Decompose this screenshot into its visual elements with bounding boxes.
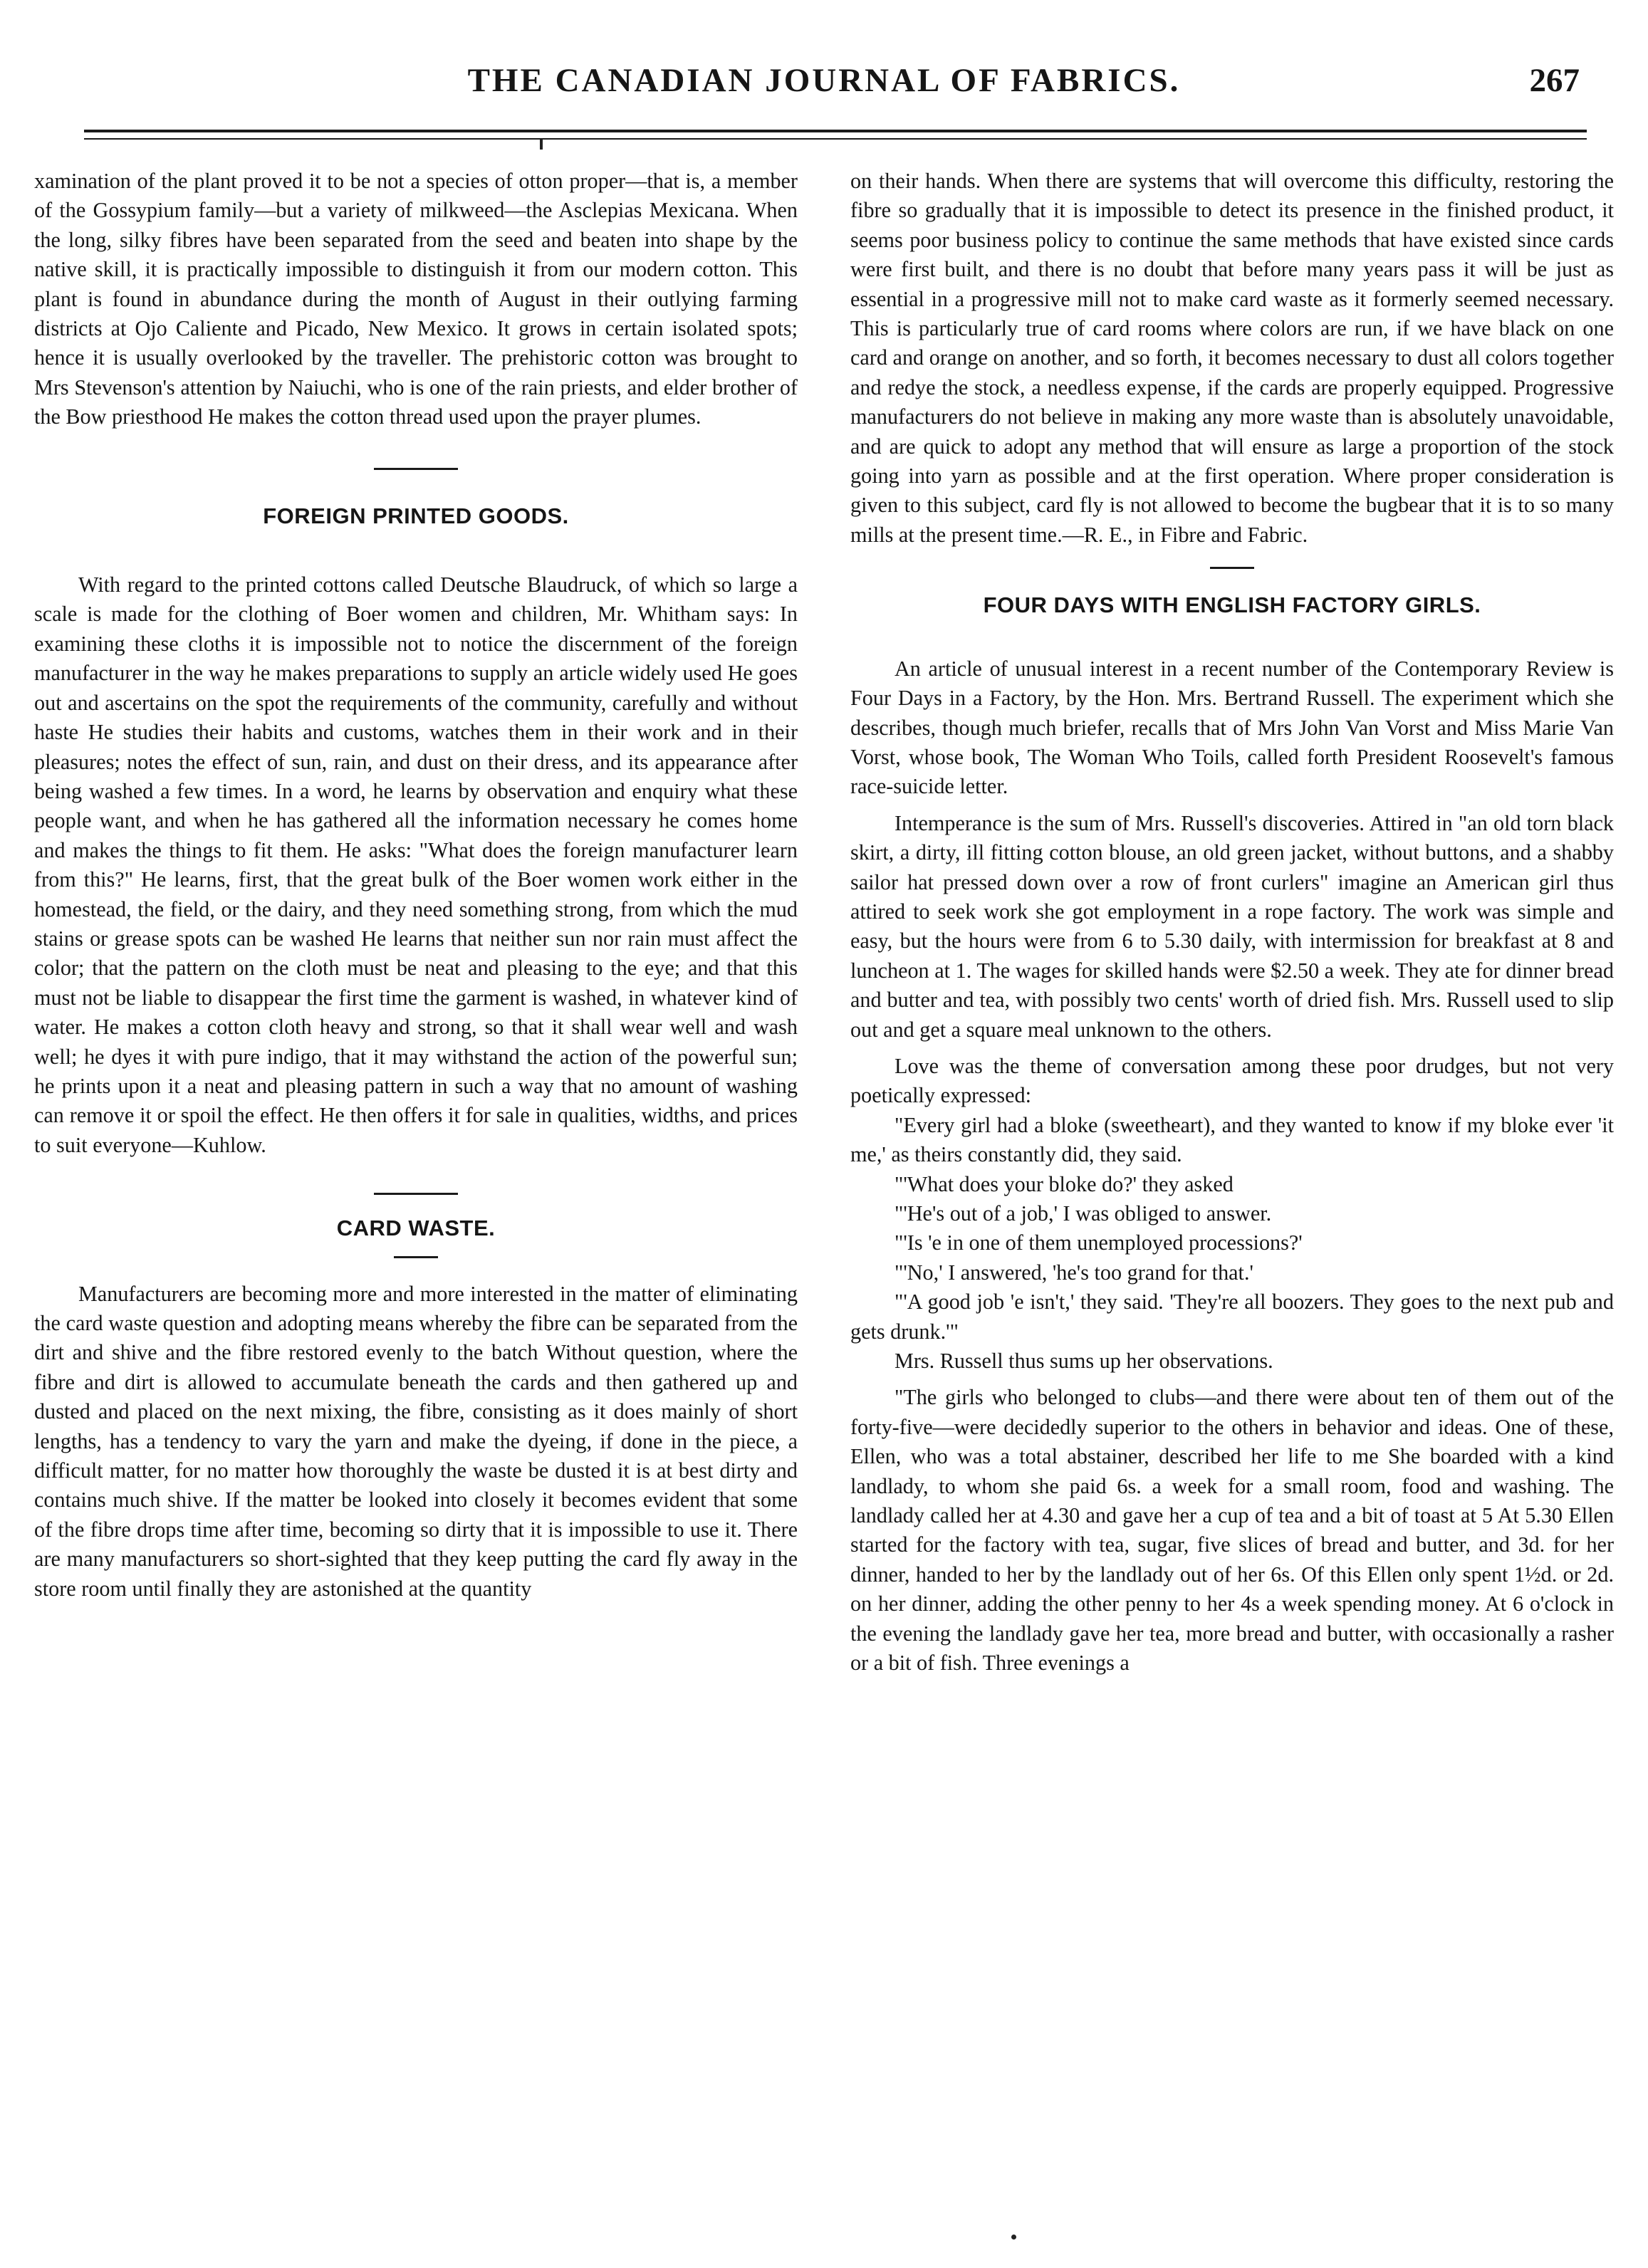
journal-title: THE CANADIAN JOURNAL OF FABRICS. <box>467 62 1181 99</box>
factory-girls-quote: "'He's out of a job,' I was obliged to answer. <box>895 1201 1272 1226</box>
foreign-goods-body: With regard to the printed cottons called Deutsche Blaudruck, of which so large a scale is made for the clothing of Boer women and children, Mr. Whitham says: In examining these cloths it is impossible not to notice the discernment of the foreign manufacturer in the way he makes preparations to supply an article widely used He goes out and ascertains on the spot the requirements of the community, carefully and without haste He studies their habits and customs, watches them in their work and in their pleasures; notes the effect of sun, rain, and dust on their dress, and its appearance after being washed a few times. In a word, he learns by observation and enquiry what these people want, and when he has gathered all the information necessary he comes home and makes the things to fit them. He asks: "What does the foreign manufacturer learn from this?" He learns, first, that the great bulk of the Boer women work either in the homestead, the field, or the dairy, and they need something strong, from which the mud stains or grease spots can be washed He learns that neither sun nor rain must affect the color; that the pattern on the cloth must be neat and pleasing to the eye; and that this must not be liable to disappear the first time the garment is washed, in whatever kind of water. He makes a cotton cloth heavy and strong, so that it shall wear well and wash well; he dyes it with pure indigo, that it may withstand the action of the powerful sun; he prints upon it a neat and pleasing pattern in such a way that no amount of washing can remove it or spoil the effect. He then offers it for sale in qualities, widths, and prices to suit everyone—Kuhlow. <box>34 573 798 1157</box>
factory-girls-paragraph: Intemperance is the sum of Mrs. Russell's discoveries. Attired in "an old torn black skirt, a dirty, ill fitting cotton blouse, an old green jacket, without buttons, and a shabby sailor hat pressed down over a row of front curlers" imagine an American girl thus attired to seek work she got employment in a rope factory. The work was simple and easy, but the hours were from 6 to 5.30 daily, with intermission for breakfast at 8 and luncheon at 1. The wages for skilled hands were $2.50 a week. They ate for dinner bread and butter and tea, with possibly two cents' worth of dried fish. Mrs. Russell used to slip out and get a square meal unknown to the others. <box>850 810 1614 1042</box>
factory-girls-paragraph: Love was the theme of conversation among these poor drudges, but not very poetically expressed: <box>850 1053 1614 1108</box>
right-column <box>850 167 1614 1678</box>
factory-girls-quote: "'Is 'e in one of them unemployed processions?' <box>895 1230 1303 1255</box>
header-rule-thick <box>84 130 1587 132</box>
page-end-mark <box>1011 2235 1016 2240</box>
factory-girls-quote: "'What does your bloke do?' they asked <box>895 1171 1234 1196</box>
factory-girls-quote: "Every girl had a bloke (sweetheart), and they wanted to know if my bloke ever 'it me,' as theirs constantly did, they said. <box>850 1112 1614 1167</box>
factory-girls-quote: "'No,' I answered, 'he's too grand for that.' <box>895 1260 1253 1285</box>
factory-girls-paragraph: An article of unusual interest in a recent number of the Contemporary Review is Four Days in a Factory, by the Hon. Mrs. Bertrand Russell. The experiment which she describes, though much briefer, recalls that of Mrs John Van Vorst and Miss Marie Van Vorst, whose book, The Woman Who Toils, called forth President Roosevelt's famous race-suicide letter. <box>850 656 1614 799</box>
section-title-card-waste: CARD WASTE. <box>336 1216 496 1241</box>
factory-girls-paragraph: "The girls who belonged to clubs—and there were about ten of them out of the forty-five—were decidedly superior to the others in behavior and ideas. One of these, Ellen, who was a total abstainer, described her life to me She boarded with a kind landlady, to whom she paid 6s. a week for a small room, food and washing. The landlady called her at 4.30 and gave her a cup of tea and a bit of toast at 5 At 5.30 Ellen started for the factory with tea, sugar, five slices of bread and butter, and 3d. for her dinner, handed to her by the landlady out of her 6s. Of this Ellen only spent 1½d. or 2d. on her dinner, adding the other penny to her 4s a week spending money. At 6 o'clock in the evening the landlady gave her tea, more bread and butter, with occasionally a rasher or a bit of fish. Three evenings a <box>850 1385 1614 1676</box>
factory-girls-paragraph: Mrs. Russell thus sums up her observations. <box>895 1349 1273 1374</box>
card-waste-body: Manufacturers are becoming more and more interested in the matter of eliminating the card waste question and adopting means whereby the fibre can be separated from the dirt and shive and the fibre restored evenly to the batch Without question, where the fibre and dirt is allowed to accumulate beneath the cards and then gathered up and dusted and placed on the next mixing, the fibre, consisting as it does mainly of short lengths, has a tendency to vary the yarn and make the dyeing, if done in the piece, a difficult matter, for no matter how thoroughly the waste be dusted it is at best dirty and contains much shive. If the matter be looked into closely it becomes evident that some of the fibre drops time after time, becoming so dirty that it is impossible to use it. There are many manufacturers so short-sighted that they keep putting the card fly away in the store room until finally they are astonished at the quantity <box>34 1281 798 1601</box>
header-rule-thin <box>84 138 1587 140</box>
card-waste-continued: on their hands. When there are systems that will overcome this difficulty, restoring the fibre so gradually that it is impossible to detect its presence in the finished product, it seems poor business policy to continue the same methods that have existed since cards were first built, and there is no doubt that before many years pass it will be just as essential in a progressive mill not to make card waste as it formerly seemed necessary. This is particularly true of card rooms where colors are run, if we have black on one card and orange on another, and so forth, it becomes necessary to dust all colors together and redye the stock, a needless expense, if the cards are properly equipped. Progressive manufacturers do not believe in making any more waste than is absolutely unavoidable, and are quick to adopt any method that will ensure as large a proportion of the stock going into yarn as possible and at the first operation. Where proper consideration is given to this subject, card fly is not allowed to become the bugbear that it is to so many mills at the present time.—R. E., in Fibre and Fabric. <box>850 169 1614 547</box>
page-number: 267 <box>1529 62 1580 99</box>
intro-paragraph: xamination of the plant proved it to be not a species of otton proper—that is, a member of the Gossypium family—but a variety of milkweed—the Asclepias Mexicana. When the long, silky fibres have been separated from the seed and beaten into shape by the native skill, it is practically impossible to distinguish it from our modern cotton. This plant is found in abundance during the month of August in their outlying farming districts at Ojo Caliente and Picado, New Mexico. It grows in certain isolated spots; hence it is usually overlooked by the traveller. The prehistoric cotton was brought to Mrs Stevenson's attention by Naiuchi, who is one of the rain priests, and elder brother of the Bow priesthood He makes the cotton thread used upon the prayer plumes. <box>34 169 798 429</box>
section-title-factory-girls: FOUR DAYS WITH ENGLISH FACTORY GIRLS. <box>983 592 1481 618</box>
factory-girls-quote: "'A good job 'e isn't,' they said. 'They're all boozers. They goes to the next pub and gets drunk.'" <box>850 1290 1614 1344</box>
ornament-mark <box>540 140 543 150</box>
left-column <box>34 167 798 1604</box>
section-title-foreign-goods: FOREIGN PRINTED GOODS. <box>263 503 569 528</box>
page-header <box>0 61 1648 118</box>
